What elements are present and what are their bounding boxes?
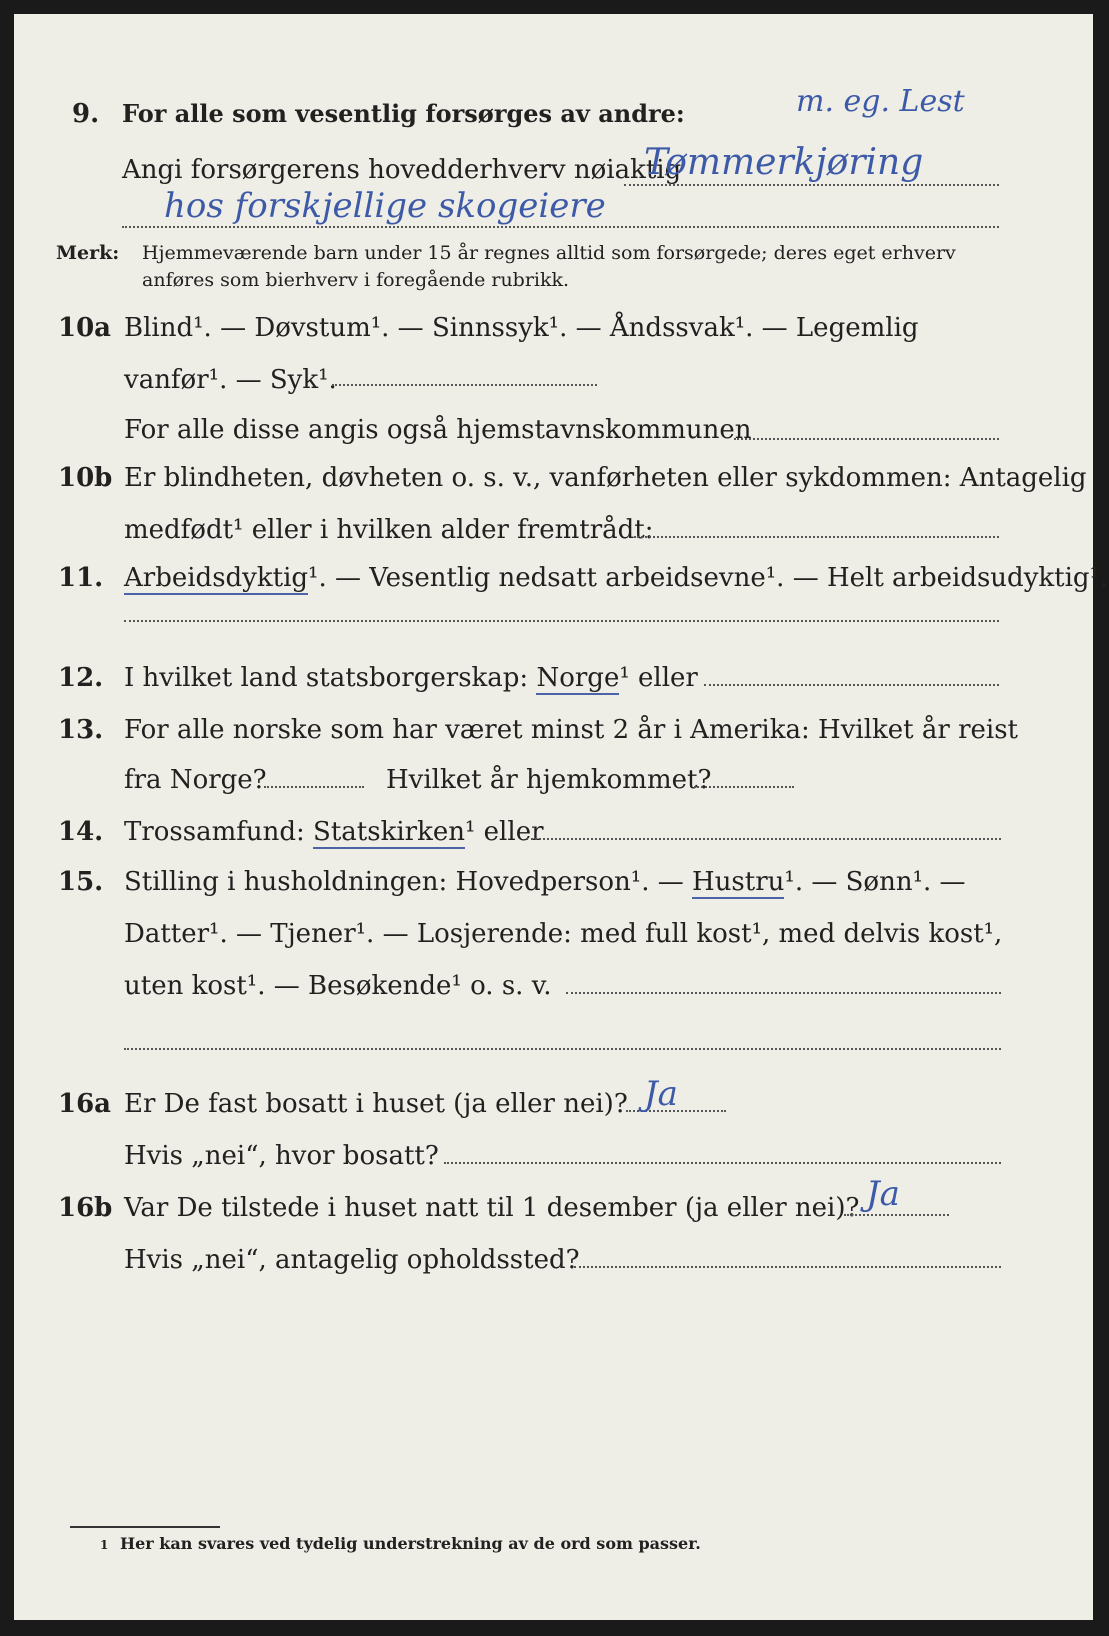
q14-opt-statskirken: Statskirken bbox=[313, 817, 465, 847]
q16a-answer: Ja bbox=[644, 1074, 678, 1114]
q9-line1: Angi forsørgerens hovedderhverv nøiaktig bbox=[122, 155, 682, 185]
q12-pre: I hvilket land statsborgerskap: bbox=[124, 663, 529, 693]
q9-number: 9. bbox=[72, 99, 100, 129]
q10a-line2: vanfør¹. — Syk¹. bbox=[124, 365, 337, 395]
merk-text2: anføres som bierhverv i foregående rubrikk. bbox=[142, 269, 570, 291]
q14-number: 14. bbox=[58, 817, 104, 847]
q15-line1b: ¹. — Sønn¹. — bbox=[784, 867, 966, 897]
q10a-number: 10a bbox=[58, 313, 112, 343]
q16a-line1: Er De fast bosatt i huset (ja eller nei)? bbox=[124, 1089, 628, 1119]
q13-line1: For alle norske som har været minst 2 år i Amerika: Hvilket år reist bbox=[124, 715, 1018, 745]
q16b-fill2 bbox=[574, 1266, 1001, 1268]
q11-opt-arbeidsdyktig: Arbeidsdyktig bbox=[124, 563, 309, 593]
q14-fill bbox=[526, 838, 1001, 840]
q16a-fill2 bbox=[444, 1162, 1001, 1164]
q13-line2a: fra Norge? bbox=[124, 765, 267, 795]
q10b-line2-fill bbox=[634, 536, 999, 538]
q10a-line3: For alle disse angis også hjemstavnskommunen bbox=[124, 415, 752, 445]
q10a-line1: Blind¹. — Døvstum¹. — Sinnssyk¹. — Åndssvak¹. — Legemlig bbox=[124, 313, 919, 343]
q15-number: 15. bbox=[58, 867, 104, 897]
q16a-line2: Hvis „nei“, hvor bosatt? bbox=[124, 1141, 439, 1171]
q16a-number: 16a bbox=[58, 1089, 112, 1119]
census-form-page bbox=[14, 14, 1109, 1620]
q14-post: ¹ eller bbox=[464, 817, 544, 847]
q16b-line1: Var De tilstede i huset natt til 1 desember (ja eller nei)? bbox=[124, 1193, 860, 1223]
q13-fill-b bbox=[694, 786, 794, 788]
q10b-number: 10b bbox=[58, 463, 113, 493]
footnote-rule bbox=[70, 1526, 220, 1528]
q16b-line2: Hvis „nei“, antagelig opholdssted? bbox=[124, 1245, 580, 1275]
q11-fill bbox=[124, 620, 999, 622]
merk-label: Merk: bbox=[56, 242, 120, 264]
q15-fill bbox=[566, 992, 1001, 994]
q15-line2: Datter¹. — Tjener¹. — Losjerende: med full kost¹, med delvis kost¹, bbox=[124, 919, 1003, 949]
q12-line bbox=[124, 662, 698, 694]
q16b-number: 16b bbox=[58, 1193, 113, 1223]
q10b-line1: Er blindheten, døvheten o. s. v., vanførheten eller sykdommen: Antagelig bbox=[124, 463, 1087, 493]
q15-fill2 bbox=[124, 1048, 1001, 1050]
q11-rest: ¹. — Vesentlig nedsatt arbeidsevne¹. — Helt arbeidsudyktig¹. bbox=[308, 563, 1109, 593]
q10a-line3-fill bbox=[734, 438, 999, 440]
q10a-line2-fill bbox=[332, 384, 597, 386]
q10b-line2: medfødt¹ eller i hvilken alder fremtrådt: bbox=[124, 515, 654, 545]
footnote-text: Her kan svares ved tydelig understrekning av de ord som passer. bbox=[120, 1534, 701, 1553]
q13-fill-a bbox=[264, 786, 364, 788]
q12-fill bbox=[704, 684, 999, 686]
q15-opt-hustru: Hustru bbox=[692, 867, 785, 897]
q9-answer-line2 bbox=[122, 226, 999, 228]
q14-pre: Trossamfund: bbox=[124, 817, 305, 847]
q16b-answer: Ja bbox=[866, 1174, 900, 1214]
footnote-mark: 1 bbox=[100, 1538, 109, 1552]
q12-number: 12. bbox=[58, 663, 104, 693]
q15-line3: uten kost¹. — Besøkende¹ o. s. v. bbox=[124, 971, 552, 1001]
q15-line1 bbox=[124, 866, 966, 898]
q15-line1a: Stilling i husholdningen: Hovedperson¹. — bbox=[124, 867, 684, 897]
merk-text1: Hjemmeværende barn under 15 år regnes alltid som forsørgede; deres eget erhverv bbox=[142, 242, 956, 264]
q16b-fill bbox=[844, 1214, 949, 1216]
q12-post: ¹ eller bbox=[619, 663, 698, 693]
q9-answer1: Tømmerkjøring bbox=[644, 142, 924, 183]
q9-margin-note: m. eg. Lest bbox=[796, 84, 965, 119]
q13-number: 13. bbox=[58, 715, 104, 745]
q9-answer2: hos forskjellige skogeiere bbox=[164, 186, 606, 226]
q14-line bbox=[124, 816, 544, 848]
q12-opt-norge: Norge bbox=[536, 663, 620, 693]
q9-answer-line bbox=[624, 184, 999, 186]
q11-number: 11. bbox=[58, 563, 104, 593]
q11-line bbox=[124, 562, 1108, 594]
q13-line2b: Hvilket år hjemkommet? bbox=[386, 765, 712, 795]
q9-title: For alle som vesentlig forsørges av andre: bbox=[122, 99, 685, 128]
